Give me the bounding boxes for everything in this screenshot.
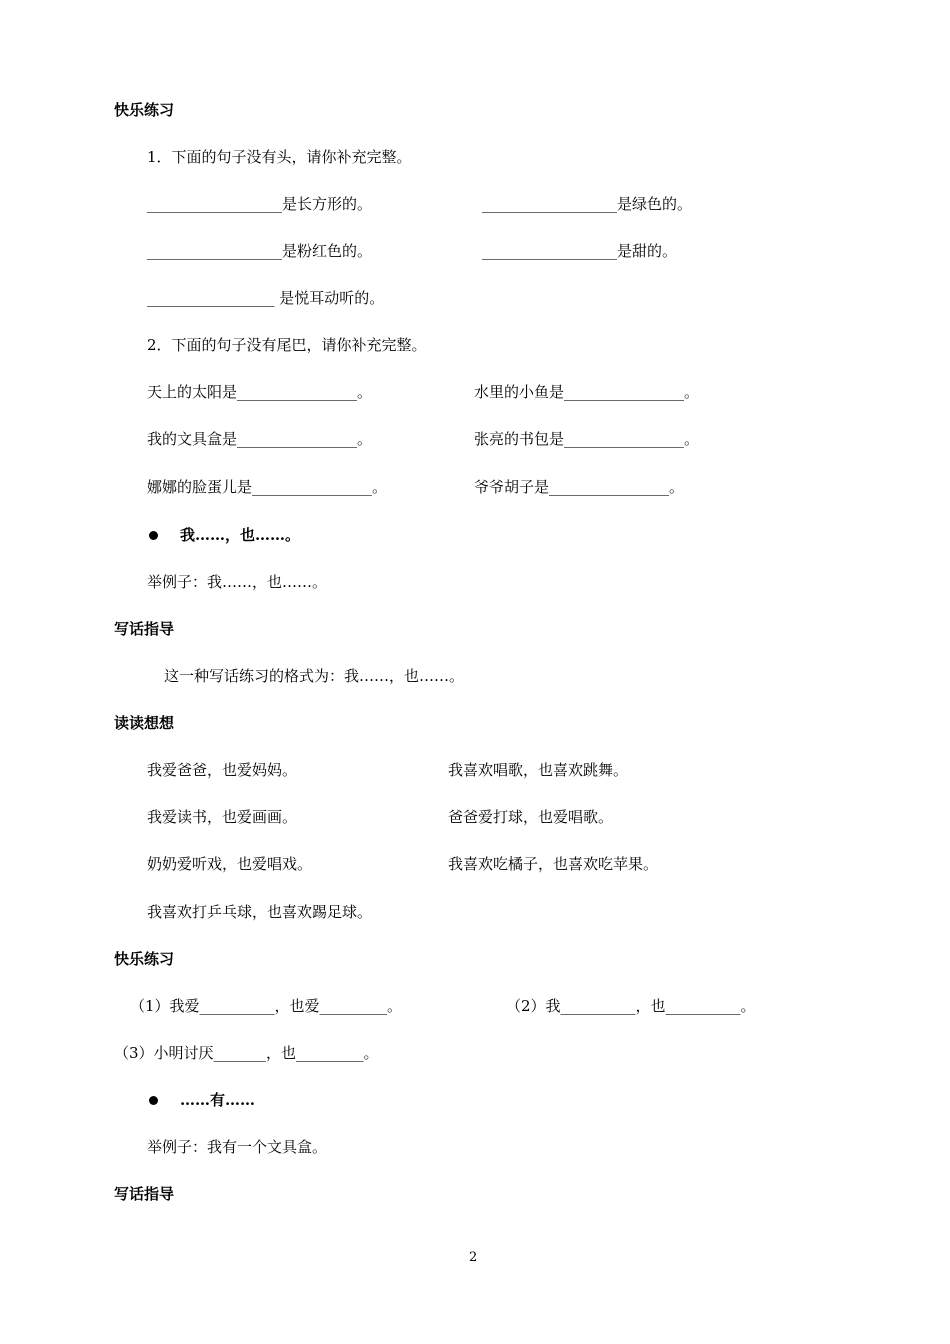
fill-blank-item: 天上的太阳是________________。 (147, 383, 373, 401)
fill-blank-item: __________________是长方形的。 (147, 195, 373, 213)
pattern-heading: ……有…… (180, 1091, 256, 1109)
fill-blank-item: 我的文具盒是________________。 (147, 430, 373, 448)
pattern-heading: 我……，也……。 (180, 526, 301, 544)
bullet-icon (149, 531, 158, 540)
example-sentence: 我爱爸爸，也爱妈妈。 (147, 761, 298, 779)
page-number: 2 (469, 1250, 478, 1265)
question-1: 1．下面的句子没有头，请你补充完整。 (147, 148, 412, 166)
example-sentence: 我爱读书，也爱画画。 (147, 808, 298, 826)
example-sentence: 爸爸爱打球，也爱唱歌。 (448, 808, 614, 826)
bullet-icon (149, 1096, 158, 1105)
writing-guide-text: 这一种写话练习的格式为：我……，也……。 (164, 667, 465, 685)
fill-blank-item: 张亮的书包是________________。 (474, 430, 700, 448)
section-title-happy-practice: 快乐练习 (114, 101, 175, 119)
pattern-example: 举例子：我有一个文具盒。 (147, 1138, 328, 1156)
section-title-writing-guide-2: 写话指导 (114, 1185, 175, 1203)
practice-item: （2）我__________，也__________。 (506, 997, 756, 1015)
fill-blank-item: __________________是绿色的。 (482, 195, 693, 213)
fill-blank-item: 水里的小鱼是________________。 (474, 383, 700, 401)
fill-blank-item: __________________是粉红色的。 (147, 242, 373, 260)
example-sentence: 我喜欢唱歌，也喜欢跳舞。 (448, 761, 629, 779)
fill-blank-item: 爷爷胡子是________________。 (474, 478, 685, 496)
example-sentence: 我喜欢吃橘子，也喜欢吃苹果。 (448, 855, 659, 873)
practice-item: （1）我爱__________，也爱_________。 (130, 997, 403, 1015)
example-sentence: 奶奶爱听戏，也爱唱戏。 (147, 855, 313, 873)
section-title-happy-practice-2: 快乐练习 (114, 950, 175, 968)
fill-blank-item: _________________ 是悦耳动听的。 (147, 289, 385, 307)
fill-blank-item: 娜娜的脸蛋儿是________________。 (147, 478, 388, 496)
example-sentence: 我喜欢打乒乓球，也喜欢踢足球。 (147, 903, 373, 921)
fill-blank-item: __________________是甜的。 (482, 242, 678, 260)
section-title-read-and-think: 读读想想 (114, 714, 175, 732)
section-title-writing-guide: 写话指导 (114, 620, 175, 638)
question-2: 2．下面的句子没有尾巴，请你补充完整。 (147, 336, 427, 354)
pattern-example: 举例子：我……，也……。 (147, 573, 328, 591)
practice-item: （3）小明讨厌_______，也_________。 (114, 1044, 379, 1062)
